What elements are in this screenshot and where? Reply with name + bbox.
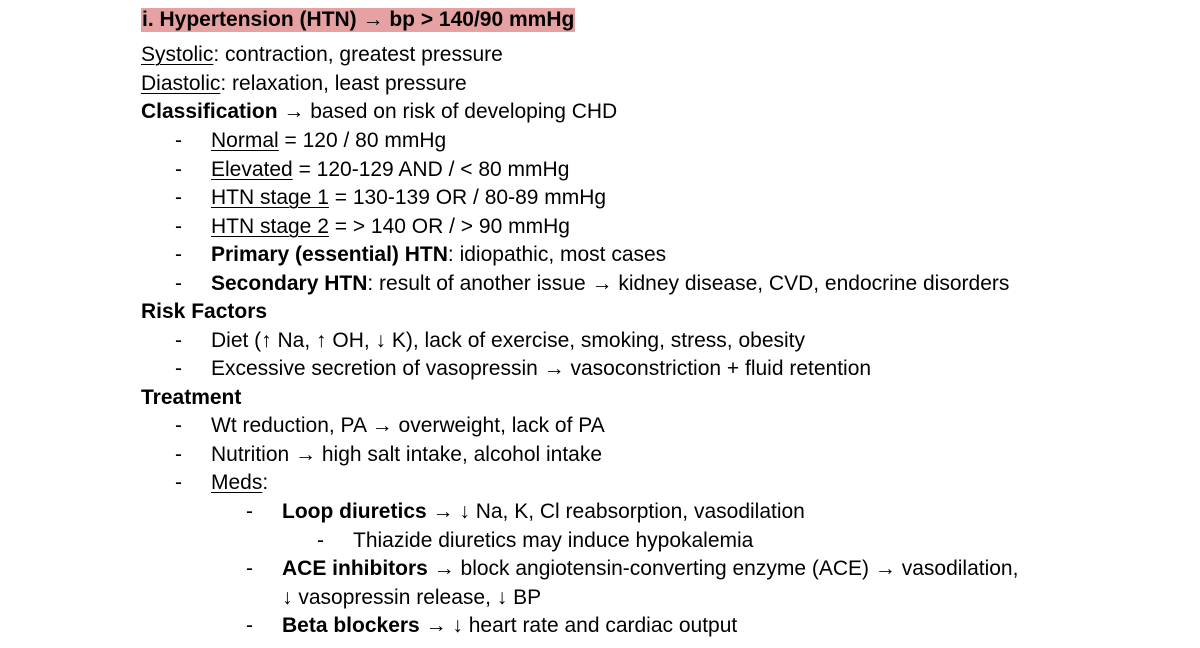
list-item-text: = 120-129 AND / < 80 mmHg bbox=[292, 158, 570, 181]
list-item bbox=[282, 499, 805, 527]
bullet-dash: - bbox=[175, 471, 182, 494]
list-item bbox=[211, 185, 606, 213]
list-item: Nutrition → high salt intake, alcohol intake bbox=[211, 443, 603, 466]
list-item-text: = > 140 OR / > 90 mmHg bbox=[328, 215, 570, 238]
list-item bbox=[282, 613, 737, 641]
list-item-text: = 130-139 OR / 80-89 mmHg bbox=[328, 186, 607, 209]
title-highlight: i. Hypertension (HTN) → bp > 140/90 mmHg bbox=[142, 8, 575, 31]
list-item: Excessive secretion of vasopressin → vasoconstriction + fluid retention bbox=[211, 357, 872, 380]
meds-term: Meds bbox=[211, 471, 263, 494]
list-item-term: Loop diuretics bbox=[282, 500, 427, 523]
bullet-dash: - bbox=[246, 614, 253, 637]
list-item-text: = 120 / 80 mmHg bbox=[278, 129, 447, 152]
meds-text: : bbox=[262, 471, 269, 494]
systolic-term: Systolic bbox=[141, 43, 214, 66]
list-item-term: Beta blockers bbox=[282, 614, 420, 637]
diastolic-line bbox=[141, 71, 467, 99]
bullet-dash: - bbox=[175, 215, 182, 238]
list-item-term: HTN stage 2 bbox=[211, 215, 329, 238]
systolic-line bbox=[141, 42, 503, 70]
list-item: Thiazide diuretics may induce hypokalemia bbox=[353, 529, 754, 552]
bullet-dash: - bbox=[175, 357, 182, 380]
list-item-text: : result of another issue → kidney disease, CVD, endocrine disorders bbox=[367, 272, 1010, 295]
bullet-dash: - bbox=[175, 272, 182, 295]
bullet-dash: - bbox=[317, 529, 324, 552]
classification-heading-line bbox=[141, 99, 617, 127]
bullet-dash: - bbox=[175, 443, 182, 466]
list-item-text: : idiopathic, most cases bbox=[447, 243, 667, 266]
bullet-dash: - bbox=[175, 186, 182, 209]
bullet-dash: - bbox=[175, 129, 182, 152]
treatment-heading-line bbox=[141, 385, 241, 413]
list-item-term: Normal bbox=[211, 129, 279, 152]
list-item-text: → block angiotensin-converting enzyme (ACE) → vasodilation, bbox=[427, 557, 1019, 580]
bullet-dash: - bbox=[246, 500, 253, 523]
classification-heading: Classification bbox=[141, 100, 278, 123]
diastolic-term: Diastolic bbox=[141, 72, 221, 95]
list-item bbox=[211, 157, 569, 185]
bullet-dash: - bbox=[175, 243, 182, 266]
list-item-term: Secondary HTN bbox=[211, 272, 368, 295]
list-item bbox=[211, 242, 666, 270]
list-item-continuation: ↓ vasopressin release, ↓ BP bbox=[282, 586, 542, 609]
bullet-dash: - bbox=[175, 329, 182, 352]
systolic-text: : contraction, greatest pressure bbox=[213, 43, 503, 66]
list-item-text: → ↓ Na, K, Cl reabsorption, vasodilation bbox=[426, 500, 805, 523]
bullet-dash: - bbox=[175, 414, 182, 437]
section-title bbox=[141, 7, 575, 35]
classification-text: → based on risk of developing CHD bbox=[277, 100, 618, 123]
list-item bbox=[211, 271, 1009, 299]
treatment-heading: Treatment bbox=[141, 386, 242, 409]
bullet-dash: - bbox=[175, 158, 182, 181]
risk-factors-heading-line bbox=[141, 299, 267, 327]
bullet-dash: - bbox=[246, 557, 253, 580]
list-item-term: HTN stage 1 bbox=[211, 186, 329, 209]
diastolic-text: : relaxation, least pressure bbox=[220, 72, 467, 95]
meds-line bbox=[211, 470, 268, 498]
list-item bbox=[211, 128, 446, 156]
list-item bbox=[282, 556, 1018, 584]
list-item bbox=[211, 214, 570, 242]
list-item-text: → ↓ heart rate and cardiac output bbox=[419, 614, 738, 637]
risk-factors-heading: Risk Factors bbox=[141, 300, 268, 323]
list-item-term: ACE inhibitors bbox=[282, 557, 428, 580]
list-item: Diet (↑ Na, ↑ OH, ↓ K), lack of exercise, smoking, stress, obesity bbox=[211, 329, 805, 352]
list-item-term: Primary (essential) HTN bbox=[211, 243, 448, 266]
list-item-term: Elevated bbox=[211, 158, 293, 181]
list-item: Wt reduction, PA → overweight, lack of PA bbox=[211, 414, 605, 437]
